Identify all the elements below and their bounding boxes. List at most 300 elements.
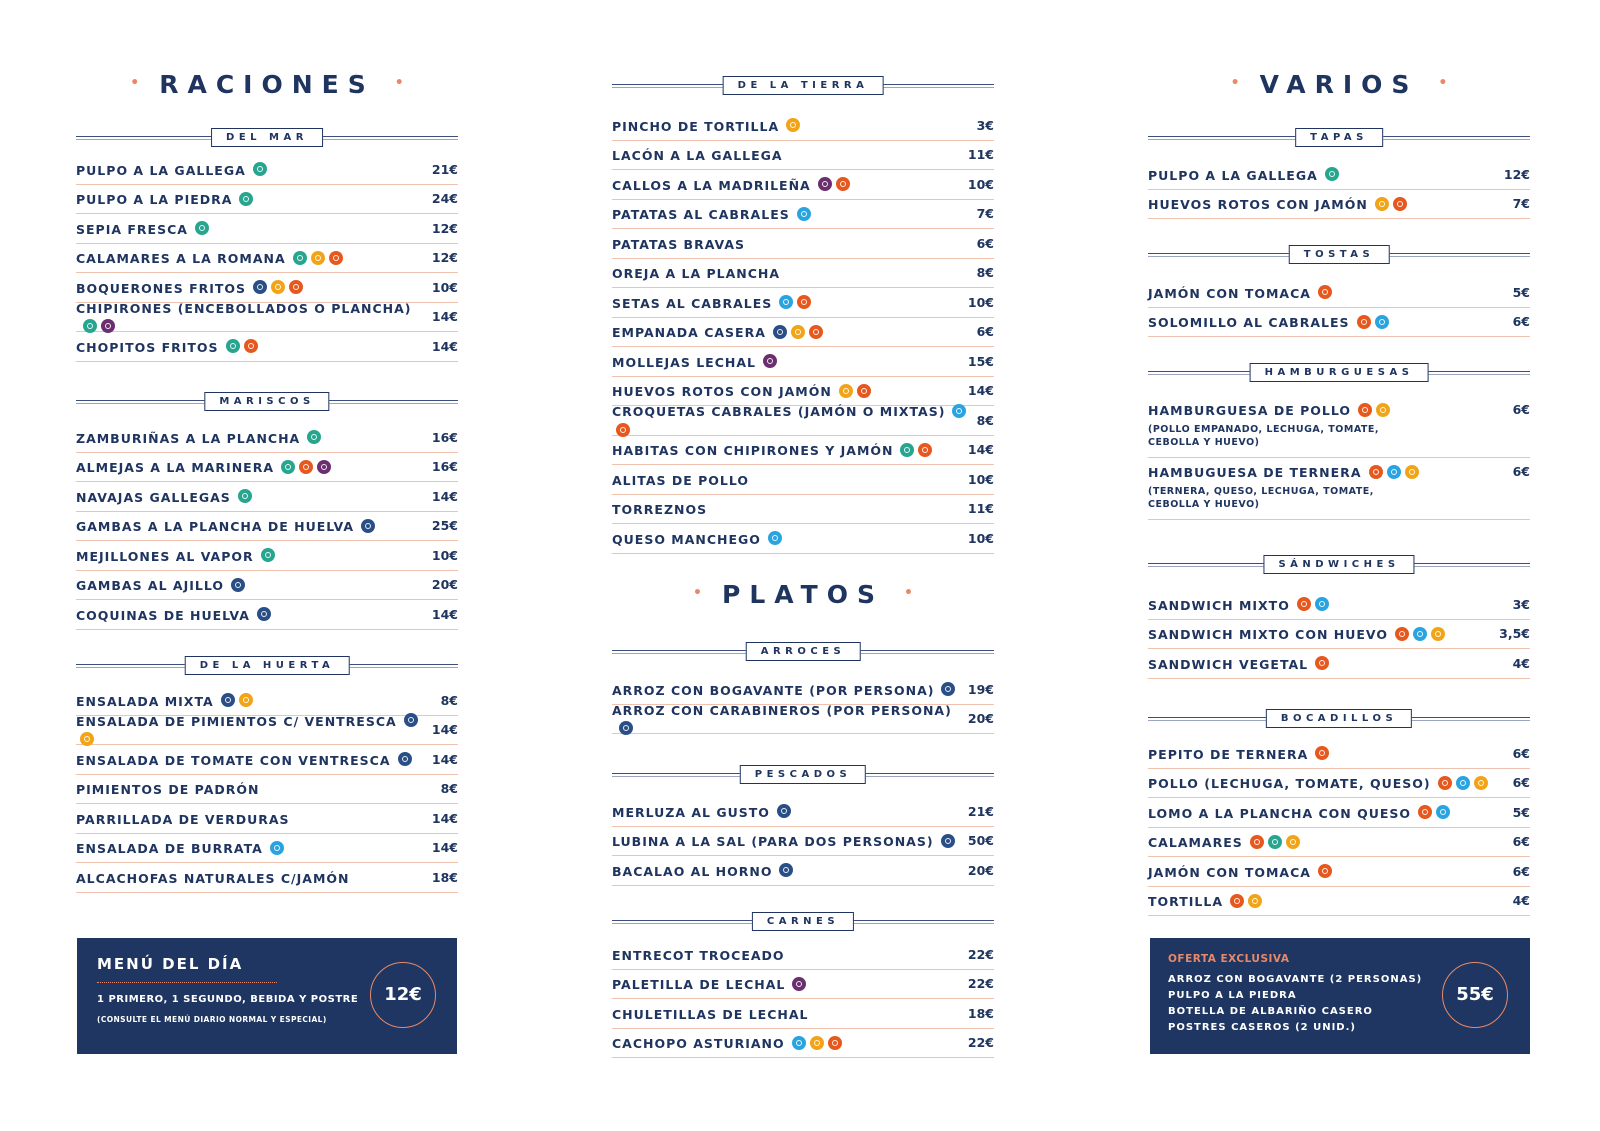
menu-item-price: 3€ <box>1512 596 1530 612</box>
menu-item-left <box>76 809 290 828</box>
orange-allergen-icon <box>1438 776 1452 790</box>
menu-item-row <box>76 713 458 746</box>
teal-allergen-icon <box>195 221 209 235</box>
sky-allergen-icon <box>270 841 284 855</box>
menu-item-name: NAVAJAS GALLEGAS <box>76 489 231 505</box>
purple-allergen-icon <box>763 354 777 368</box>
menu-item-row <box>1148 739 1530 769</box>
menu-item-row <box>76 244 458 274</box>
menu-item-row <box>1148 887 1530 917</box>
menu-item-left <box>1148 283 1332 302</box>
menu-item-left <box>1148 744 1329 763</box>
sky-allergen-icon <box>1413 627 1427 641</box>
menu-item-name-wrap <box>1148 832 1300 851</box>
menu-item-row <box>612 465 994 495</box>
list-arroces <box>612 675 994 734</box>
menu-item-row <box>612 940 994 970</box>
menu-item-name-wrap <box>1148 744 1329 763</box>
menu-item-name-wrap <box>76 779 259 798</box>
navy-allergen-icon <box>231 578 245 592</box>
list-del-mar <box>76 155 458 362</box>
menu-item-name: JAMÓN CON TOMACA <box>1148 285 1311 301</box>
menu-item-left <box>1148 595 1329 614</box>
menu-item-name-wrap <box>76 457 331 476</box>
teal-allergen-icon <box>1268 835 1282 849</box>
menu-item-name-wrap <box>612 700 968 738</box>
menu-item-left <box>76 546 275 565</box>
menu-item-name-wrap <box>612 1004 808 1023</box>
menu-item-row <box>1148 396 1530 458</box>
menu-item-name-wrap <box>612 861 793 880</box>
oferta-line: BOTELLA DE ALBARIÑO CASERO <box>1168 1006 1373 1017</box>
menu-item-row <box>1148 308 1530 338</box>
teal-allergen-icon <box>293 251 307 265</box>
menu-item-price: 8€ <box>976 265 994 281</box>
menu-item-name-wrap <box>1148 165 1339 184</box>
menu-item-price: 6€ <box>976 235 994 251</box>
purple-allergen-icon <box>101 319 115 333</box>
title-dot-left: • <box>1230 75 1240 91</box>
teal-allergen-icon <box>261 548 275 562</box>
menu-item-left <box>612 234 745 253</box>
menu-item-left <box>612 700 968 738</box>
menu-item-row <box>76 745 458 775</box>
menu-item-price: 50€ <box>967 833 994 849</box>
menu-item-name-wrap <box>612 945 785 964</box>
menu-item-left <box>612 175 850 194</box>
teal-allergen-icon <box>281 460 295 474</box>
orange-allergen-icon <box>1318 285 1332 299</box>
menu-item-price: 12€ <box>431 250 458 266</box>
sky-allergen-icon <box>768 531 782 545</box>
navy-allergen-icon <box>777 804 791 818</box>
menu-item-name: MEJILLONES AL VAPOR <box>76 548 254 564</box>
menu-item-row <box>1148 590 1530 620</box>
menu-item-name: HAMBURGUESA DE POLLO <box>1148 403 1352 418</box>
menu-item-name-wrap <box>612 116 800 135</box>
amber-allergen-icon <box>239 693 253 707</box>
menu-item-name-wrap <box>76 868 349 887</box>
menu-item-name: EMPANADA CASERA <box>612 325 766 341</box>
oferta-title: OFERTA EXCLUSIVA <box>1168 953 1290 965</box>
menu-item-name-wrap <box>76 575 245 594</box>
navy-allergen-icon <box>221 693 235 707</box>
menu-item-left <box>612 401 977 439</box>
section-header: TOSTAS <box>1148 245 1530 265</box>
menu-item-left <box>612 204 811 223</box>
menu-item-left <box>76 337 258 356</box>
menu-item-left <box>612 145 783 164</box>
menu-item-price: 6€ <box>1512 464 1530 479</box>
menu-item-price: 3€ <box>976 117 994 133</box>
menu-item-name-wrap <box>1148 891 1262 910</box>
orange-allergen-icon <box>329 251 343 265</box>
menu-item-row <box>612 797 994 827</box>
menu-del-dia-price: 12€ <box>370 962 436 1028</box>
menu-item-left <box>76 428 321 447</box>
orange-allergen-icon <box>1318 864 1332 878</box>
menu-item-price: 14€ <box>431 488 458 504</box>
menu-item-left <box>1148 891 1262 910</box>
menu-item-left <box>612 1004 808 1023</box>
list-carnes <box>612 940 994 1058</box>
menu-item-price: 14€ <box>431 309 458 325</box>
menu-item-left <box>612 322 823 341</box>
menu-item-row <box>1148 649 1530 679</box>
orange-allergen-icon <box>797 295 811 309</box>
menu-item-row <box>1148 857 1530 887</box>
oferta-line: ARROZ CON BOGAVANTE (2 PERSONAS) <box>1168 974 1423 985</box>
menu-item-left <box>76 838 284 857</box>
platos-title: • PLATOS • <box>693 580 913 609</box>
menu-item-name-wrap <box>612 293 811 312</box>
menu-item-row <box>1148 190 1530 220</box>
menu-item-left <box>1148 624 1445 643</box>
menu-item-price: 10€ <box>431 279 458 295</box>
menu-item-name: JAMÓN CON TOMACA <box>1148 864 1311 880</box>
menu-item-price: 25€ <box>431 518 458 534</box>
section-header: BOCADILLOS <box>1148 709 1530 729</box>
menu-item-name: CHIPIRONES (ENCEBOLLADOS O PLANCHA) <box>76 300 412 316</box>
menu-item-left <box>612 861 793 880</box>
list-bocadillos <box>1148 739 1530 916</box>
menu-item-left <box>1148 400 1390 449</box>
menu-item-name-wrap <box>76 711 432 749</box>
menu-item-price: 6€ <box>1512 314 1530 330</box>
menu-item-row <box>76 775 458 805</box>
menu-item-name-wrap <box>612 974 806 993</box>
menu-item-row <box>612 999 994 1029</box>
menu-item-name-wrap <box>1148 773 1488 792</box>
menu-item-name: SETAS AL CABRALES <box>612 295 773 311</box>
menu-item-name-wrap <box>612 1033 842 1052</box>
menu-item-row <box>76 214 458 244</box>
list-hamburguesas <box>1148 396 1530 520</box>
amber-allergen-icon <box>80 732 94 746</box>
menu-item-name-wrap <box>612 175 850 194</box>
menu-item-row <box>612 436 994 466</box>
menu-item-name-wrap <box>1148 654 1329 673</box>
orange-allergen-icon <box>616 423 630 437</box>
menu-item-price: 10€ <box>431 547 458 563</box>
menu-item-name: CACHOPO ASTURIANO <box>612 1036 785 1052</box>
menu-item-price: 6€ <box>1512 745 1530 761</box>
amber-allergen-icon <box>1474 776 1488 790</box>
menu-item-row <box>76 332 458 362</box>
list-pescados <box>612 797 994 886</box>
menu-item-row <box>612 111 994 141</box>
menu-item-name: ENSALADA DE BURRATA <box>76 841 263 857</box>
menu-item-name: HUEVOS ROTOS CON JAMÓN <box>612 384 832 400</box>
menu-item-row <box>76 804 458 834</box>
orange-allergen-icon <box>836 177 850 191</box>
menu-item-left <box>1148 773 1488 792</box>
menu-item-price: 4€ <box>1512 893 1530 909</box>
menu-item-price: 10€ <box>967 294 994 310</box>
menu-item-row <box>1148 620 1530 650</box>
sky-allergen-icon <box>1456 776 1470 790</box>
menu-item-price: 14€ <box>431 751 458 767</box>
sky-allergen-icon <box>779 295 793 309</box>
teal-allergen-icon <box>307 430 321 444</box>
menu-item-name-wrap <box>76 337 258 356</box>
menu-item-left <box>76 711 432 749</box>
menu-del-dia-description: 1 PRIMERO, 1 SEGUNDO, BEBIDA Y POSTRE <box>97 994 359 1005</box>
menu-item-price: 16€ <box>431 429 458 445</box>
menu-item-row <box>1148 798 1530 828</box>
menu-item-left <box>612 802 791 821</box>
raciones-title: • RACIONES • <box>130 70 404 99</box>
title-dot-right: • <box>1438 75 1448 91</box>
menu-item-name: CHOPITOS FRITOS <box>76 339 219 355</box>
menu-item-name: CHULETILLAS DE LECHAL <box>612 1006 809 1022</box>
menu-item-name-wrap <box>76 487 252 506</box>
menu-item-price: 4€ <box>1512 655 1530 671</box>
menu-item-name: ARROZ CON BOGAVANTE (POR PERSONA) <box>612 682 935 698</box>
menu-item-row <box>612 288 994 318</box>
menu-item-price: 14€ <box>431 722 458 738</box>
menu-item-left <box>1148 832 1300 851</box>
menu-item-name-wrap <box>612 470 749 489</box>
menu-item-price: 11€ <box>967 501 994 517</box>
menu-item-name: POLLO (LECHUGA, TOMATE, QUESO) <box>1148 776 1431 792</box>
menu-item-row <box>612 200 994 230</box>
navy-allergen-icon <box>253 280 267 294</box>
title-dot-left: • <box>693 585 702 601</box>
menu-item-row <box>612 856 994 886</box>
menu-item-name-wrap <box>76 838 284 857</box>
menu-item-name: ZAMBURIÑAS A LA PLANCHA <box>76 430 301 446</box>
orange-allergen-icon <box>244 339 258 353</box>
menu-item-name-wrap <box>1148 400 1390 419</box>
menu-item-row <box>76 453 458 483</box>
menu-item-price: 8€ <box>440 692 458 708</box>
menu-item-left <box>612 974 806 993</box>
menu-item-name-wrap <box>612 440 932 459</box>
menu-item-name-wrap <box>76 428 321 447</box>
menu-item-left <box>1148 194 1407 213</box>
menu-item-name-wrap <box>612 234 745 253</box>
menu-item-price: 12€ <box>1503 166 1530 182</box>
menu-item-price: 18€ <box>967 1005 994 1021</box>
menu-item-price: 8€ <box>976 412 994 428</box>
menu-item-price: 18€ <box>431 869 458 885</box>
menu-item-name-wrap <box>612 263 780 282</box>
section-header: DE LA HUERTA <box>76 656 458 676</box>
menu-item-left <box>612 293 811 312</box>
menu-item-left <box>612 499 707 518</box>
menu-item-name: PEPITO DE TERNERA <box>1148 746 1309 762</box>
teal-allergen-icon <box>238 489 252 503</box>
menu-item-left <box>76 189 253 208</box>
amber-allergen-icon <box>810 1036 824 1050</box>
menu-item-name: LUBINA A LA SAL (PARA DOS PERSONAS) <box>612 834 934 850</box>
menu-item-left <box>76 160 267 179</box>
menu-item-left <box>612 440 932 459</box>
menu-item-name: PATATAS AL CABRALES <box>612 207 790 223</box>
menu-item-row <box>612 406 994 436</box>
menu-item-row <box>76 185 458 215</box>
menu-item-name-wrap <box>76 298 432 336</box>
menu-item-name: CALAMARES A LA ROMANA <box>76 251 286 267</box>
menu-item-left <box>76 516 375 535</box>
menu-item-price: 10€ <box>967 176 994 192</box>
section-header: MARISCOS <box>76 392 458 412</box>
menu-item-price: 10€ <box>967 530 994 546</box>
section-header: TAPAS <box>1148 128 1530 148</box>
menu-item-row <box>612 170 994 200</box>
menu-item-name: SOLOMILLO AL CABRALES <box>1148 315 1350 331</box>
teal-allergen-icon <box>83 319 97 333</box>
menu-item-row <box>76 512 458 542</box>
oferta-price: 55€ <box>1442 962 1508 1028</box>
menu-item-left <box>1148 462 1419 511</box>
sky-allergen-icon <box>797 207 811 221</box>
menu-item-name: CROQUETAS CABRALES (JAMÓN O MIXTAS) <box>612 404 946 420</box>
sky-allergen-icon <box>792 1036 806 1050</box>
menu-item-name-wrap <box>612 145 783 164</box>
menu-item-name-wrap <box>1148 862 1332 881</box>
oferta-exclusiva-panel <box>1150 938 1530 1054</box>
menu-item-name: ENTRECOT TROCEADO <box>612 947 785 963</box>
menu-item-name: HABITAS CON CHIPIRONES Y JAMÓN <box>612 443 894 459</box>
menu-item-row <box>76 423 458 453</box>
menu-item-name: ENSALADA DE PIMIENTOS C/ VENTRESCA <box>76 713 397 729</box>
menu-item-left <box>612 381 871 400</box>
menu-item-name: SANDWICH MIXTO <box>1148 597 1290 613</box>
navy-allergen-icon <box>619 721 633 735</box>
menu-item-row <box>612 141 994 171</box>
amber-allergen-icon <box>1248 894 1262 908</box>
menu-item-row <box>612 1029 994 1059</box>
navy-allergen-icon <box>398 752 412 766</box>
menu-del-dia-panel <box>77 938 457 1054</box>
navy-allergen-icon <box>257 607 271 621</box>
oferta-line: PULPO A LA PIEDRA <box>1168 990 1297 1001</box>
menu-item-name-wrap <box>76 219 209 238</box>
menu-item-price: 7€ <box>1512 196 1530 212</box>
menu-item-left <box>76 779 259 798</box>
menu-item-row <box>612 259 994 289</box>
menu-item-name-wrap <box>1148 283 1332 302</box>
menu-item-left <box>612 263 780 282</box>
menu-item-row <box>76 155 458 185</box>
menu-item-row <box>612 702 994 735</box>
menu-item-name: OREJA A LA PLANCHA <box>612 266 781 282</box>
menu-item-left <box>76 575 245 594</box>
menu-item-name: COQUINAS DE HUELVA <box>76 607 250 623</box>
menu-item-name-wrap <box>612 322 823 341</box>
menu-item-price: 20€ <box>431 577 458 593</box>
menu-item-name-wrap <box>1148 803 1450 822</box>
menu-item-price: 6€ <box>1512 775 1530 791</box>
menu-item-name: PIMIENTOS DE PADRÓN <box>76 782 260 798</box>
menu-item-row <box>76 300 458 333</box>
orange-allergen-icon <box>1315 746 1329 760</box>
navy-allergen-icon <box>779 863 793 877</box>
menu-item-left <box>76 248 343 267</box>
menu-item-row <box>612 229 994 259</box>
menu-item-name-wrap <box>612 204 811 223</box>
list-tapas <box>1148 160 1530 219</box>
menu-item-left <box>76 691 253 710</box>
menu-item-left <box>612 945 785 964</box>
menu-item-name-wrap <box>612 802 791 821</box>
menu-item-row <box>76 600 458 630</box>
menu-item-name-wrap <box>612 831 955 850</box>
menu-item-left <box>612 116 800 135</box>
menu-item-left <box>1148 803 1450 822</box>
amber-allergen-icon <box>1375 197 1389 211</box>
menu-item-name: PATATAS BRAVAS <box>612 236 746 252</box>
menu-item-left <box>76 487 252 506</box>
navy-allergen-icon <box>361 519 375 533</box>
amber-allergen-icon <box>271 280 285 294</box>
navy-allergen-icon <box>941 834 955 848</box>
menu-item-name: HUEVOS ROTOS CON JAMÓN <box>1148 197 1368 213</box>
menu-item-description: CEBOLLA Y HUEVO) <box>1148 437 1260 448</box>
orange-allergen-icon <box>1393 197 1407 211</box>
menu-item-row <box>1148 828 1530 858</box>
menu-item-name: TORTILLA <box>1148 894 1223 910</box>
orange-allergen-icon <box>289 280 303 294</box>
menu-item-name: PALETILLA DE LECHAL <box>612 977 786 993</box>
menu-item-left <box>76 750 412 769</box>
orange-allergen-icon <box>1230 894 1244 908</box>
oferta-line: POSTRES CASEROS (2 UNID.) <box>1168 1022 1356 1033</box>
menu-item-name: GAMBAS A LA PLANCHA DE HUELVA <box>76 519 355 535</box>
section-header: DE LA TIERRA <box>612 76 994 96</box>
menu-item-name: BOQUERONES FRITOS <box>76 280 247 296</box>
purple-allergen-icon <box>792 977 806 991</box>
sky-allergen-icon <box>1375 315 1389 329</box>
menu-item-left <box>612 529 782 548</box>
menu-item-name: BACALAO AL HORNO <box>612 863 773 879</box>
orange-allergen-icon <box>1418 805 1432 819</box>
orange-allergen-icon <box>1250 835 1264 849</box>
menu-item-name-wrap <box>76 605 271 624</box>
menu-item-row <box>1148 769 1530 799</box>
amber-allergen-icon <box>791 325 805 339</box>
amber-allergen-icon <box>786 118 800 132</box>
amber-allergen-icon <box>1286 835 1300 849</box>
orange-allergen-icon <box>828 1036 842 1050</box>
menu-item-price: 14€ <box>431 810 458 826</box>
menu-item-price: 5€ <box>1512 804 1530 820</box>
menu-item-left <box>612 470 749 489</box>
menu-item-row <box>1148 278 1530 308</box>
menu-item-price: 14€ <box>431 840 458 856</box>
navy-allergen-icon <box>773 325 787 339</box>
orange-allergen-icon <box>1358 403 1372 417</box>
menu-item-name-wrap <box>612 401 977 439</box>
menu-item-name-wrap <box>1148 595 1329 614</box>
menu-item-name: ALCACHOFAS NATURALES C/JAMÓN <box>76 870 350 886</box>
section-header: CARNES <box>612 912 994 932</box>
menu-item-name-wrap <box>1148 462 1419 481</box>
menu-item-name: CALAMARES <box>1148 835 1243 851</box>
menu-item-name: ARROZ CON CARABINEROS (POR PERSONA) <box>612 702 952 718</box>
menu-item-name-wrap <box>1148 194 1407 213</box>
menu-item-left <box>76 219 209 238</box>
menu-item-price: 6€ <box>1512 402 1530 417</box>
menu-item-name-wrap <box>1148 312 1389 331</box>
menu-item-price: 11€ <box>967 147 994 163</box>
list-tostas <box>1148 278 1530 337</box>
sky-allergen-icon <box>1315 597 1329 611</box>
menu-item-name-wrap <box>76 546 275 565</box>
orange-allergen-icon <box>299 460 313 474</box>
